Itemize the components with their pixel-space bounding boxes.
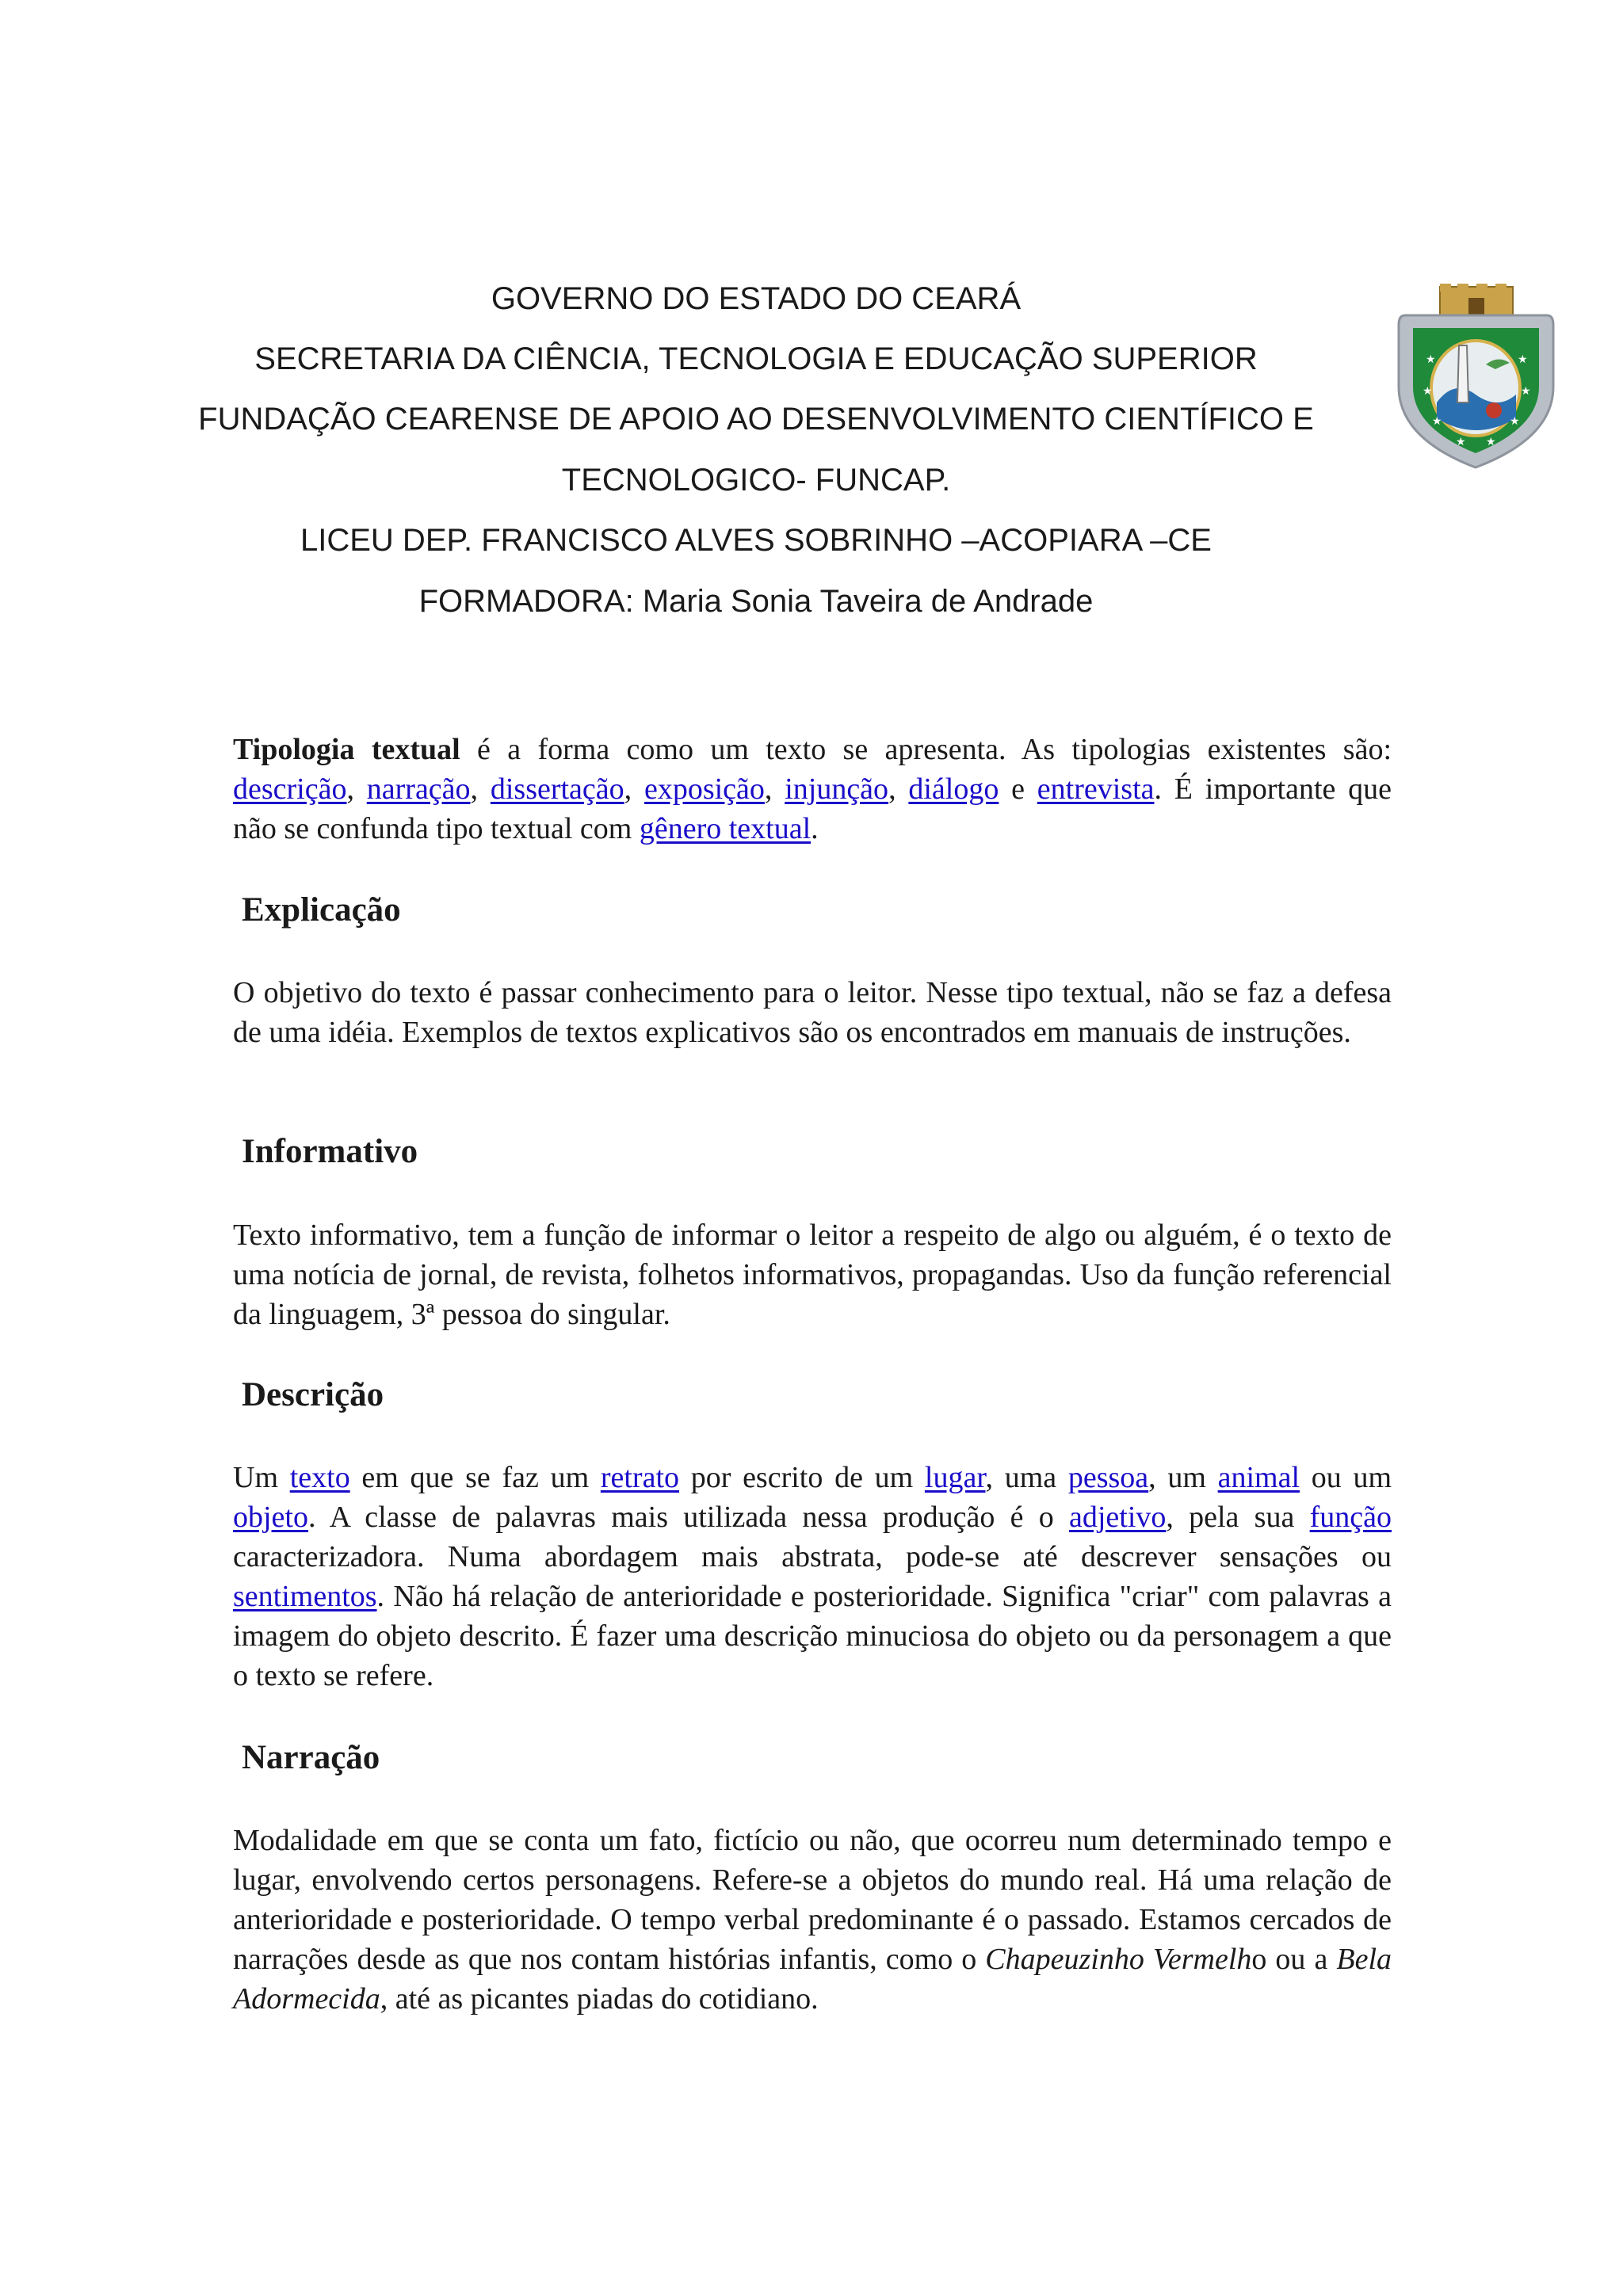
header-line-funcap: TECNOLOGICO- FUNCAP.	[561, 463, 951, 498]
link-animal[interactable]: animal	[1217, 1461, 1300, 1494]
explicacao-paragraph: O objetivo do texto é passar conhecimento para o leitor. Nesse tipo textual, não se faz a defesa de uma idéia. Exemplos de textos explicativos são os encontrados em manuais de instruções.	[233, 976, 1392, 1049]
svg-text:★: ★	[1432, 415, 1442, 428]
link-descricao[interactable]: descrição	[233, 772, 347, 806]
header-line-school: LICEU DEP. FRANCISCO ALVES SOBRINHO –ACOPIARA –CE	[300, 523, 1212, 558]
informativo-paragraph: Texto informativo, tem a função de informar o leitor a respeito de algo ou alguém, é o texto de uma notícia de jornal, de revista, folhetos informativos, propagandas. Uso da função referencial da linguagem, 3ª pessoa do singular.	[233, 1219, 1392, 1331]
heading-narracao: Narração	[242, 1739, 380, 1776]
link-adjetivo[interactable]: adjetivo	[1068, 1501, 1167, 1534]
narracao-paragraph: Modalidade em que se conta um fato, fictício ou não, que ocorreu num determinado tempo e lugar, envolvendo certos personagens. Refere-se a objetos do mundo real. Há uma relação de anterioridade e posterioridade. O tempo verbal predominante é o passado. Estamos cercados de narrações desde as que nos contam histórias infantis, como o Chapeuzinho Vermelho ou a Bela Adormecida, até as picantes piadas do cotidiano.	[233, 1824, 1392, 2016]
intro-term: Tipologia textual	[233, 733, 460, 766]
svg-text:★: ★	[1423, 385, 1433, 398]
link-dialogo[interactable]: diálogo	[908, 772, 999, 806]
svg-text:★: ★	[1521, 385, 1531, 398]
svg-text:★: ★	[1426, 353, 1436, 366]
link-dissertacao[interactable]: dissertação	[490, 772, 624, 806]
header-line-government: GOVERNO DO ESTADO DO CEARÁ	[491, 281, 1022, 316]
link-lugar[interactable]: lugar	[924, 1461, 986, 1494]
svg-text:★: ★	[1518, 353, 1528, 366]
svg-text:★: ★	[1486, 436, 1496, 448]
link-narracao[interactable]: narração	[366, 772, 471, 806]
ceara-coat-of-arms-icon	[1391, 284, 1561, 471]
heading-informativo: Informativo	[242, 1133, 418, 1170]
link-texto[interactable]: texto	[289, 1461, 350, 1494]
header-line-foundation: FUNDAÇÃO CEARENSE DE APOIO AO DESENVOLVIMENTO CIENTÍFICO E	[198, 402, 1314, 437]
link-genero-textual[interactable]: gênero textual	[639, 812, 812, 845]
link-pessoa[interactable]: pessoa	[1067, 1461, 1149, 1494]
header-line-secretariat: SECRETARIA DA CIÊNCIA, TECNOLOGIA E EDUCAÇÃO SUPERIOR	[254, 341, 1258, 376]
svg-text:★: ★	[1510, 415, 1520, 428]
heading-explicacao: Explicação	[242, 891, 401, 929]
link-entrevista[interactable]: entrevista	[1037, 772, 1155, 806]
link-sentimentos[interactable]: sentimentos	[233, 1580, 377, 1613]
intro-paragraph: Tipologia textual é a forma como um texto se apresenta. As tipologias existentes são: descrição, narração, dissertação, exposição, injunção, diálogo e entrevista. É importante que não se confunda tipo textual com gênero textual.	[233, 733, 1392, 845]
link-retrato[interactable]: retrato	[600, 1461, 679, 1494]
descricao-paragraph: Um texto em que se faz um retrato por escrito de um lugar, uma pessoa, um animal ou um objeto. A classe de palavras mais utilizada nessa produção é o adjetivo, pela sua função caracterizadora. Numa abordagem mais abstrata, pode-se até descrever sensações ou sentimentos. Não há relação de anterioridade e posterioridade. Significa "criar" com palavras a imagem do objeto descrito. É fazer uma descrição minuciosa do objeto ou da personagem a que o texto se refere.	[233, 1461, 1392, 1692]
title-chapeuzinho: Chapeuzinho Vermelh	[985, 1943, 1252, 1976]
heading-descricao: Descrição	[242, 1376, 384, 1413]
link-injuncao[interactable]: injunção	[785, 772, 889, 806]
title-bela-adormecida: Bela Adormecida	[233, 1943, 1392, 2016]
link-objeto[interactable]: objeto	[233, 1501, 308, 1534]
link-funcao[interactable]: função	[1309, 1501, 1392, 1534]
link-exposicao[interactable]: exposição	[643, 772, 765, 806]
svg-text:★: ★	[1456, 436, 1466, 448]
header-line-trainer: FORMADORA: Maria Sonia Taveira de Andrade	[418, 584, 1094, 619]
